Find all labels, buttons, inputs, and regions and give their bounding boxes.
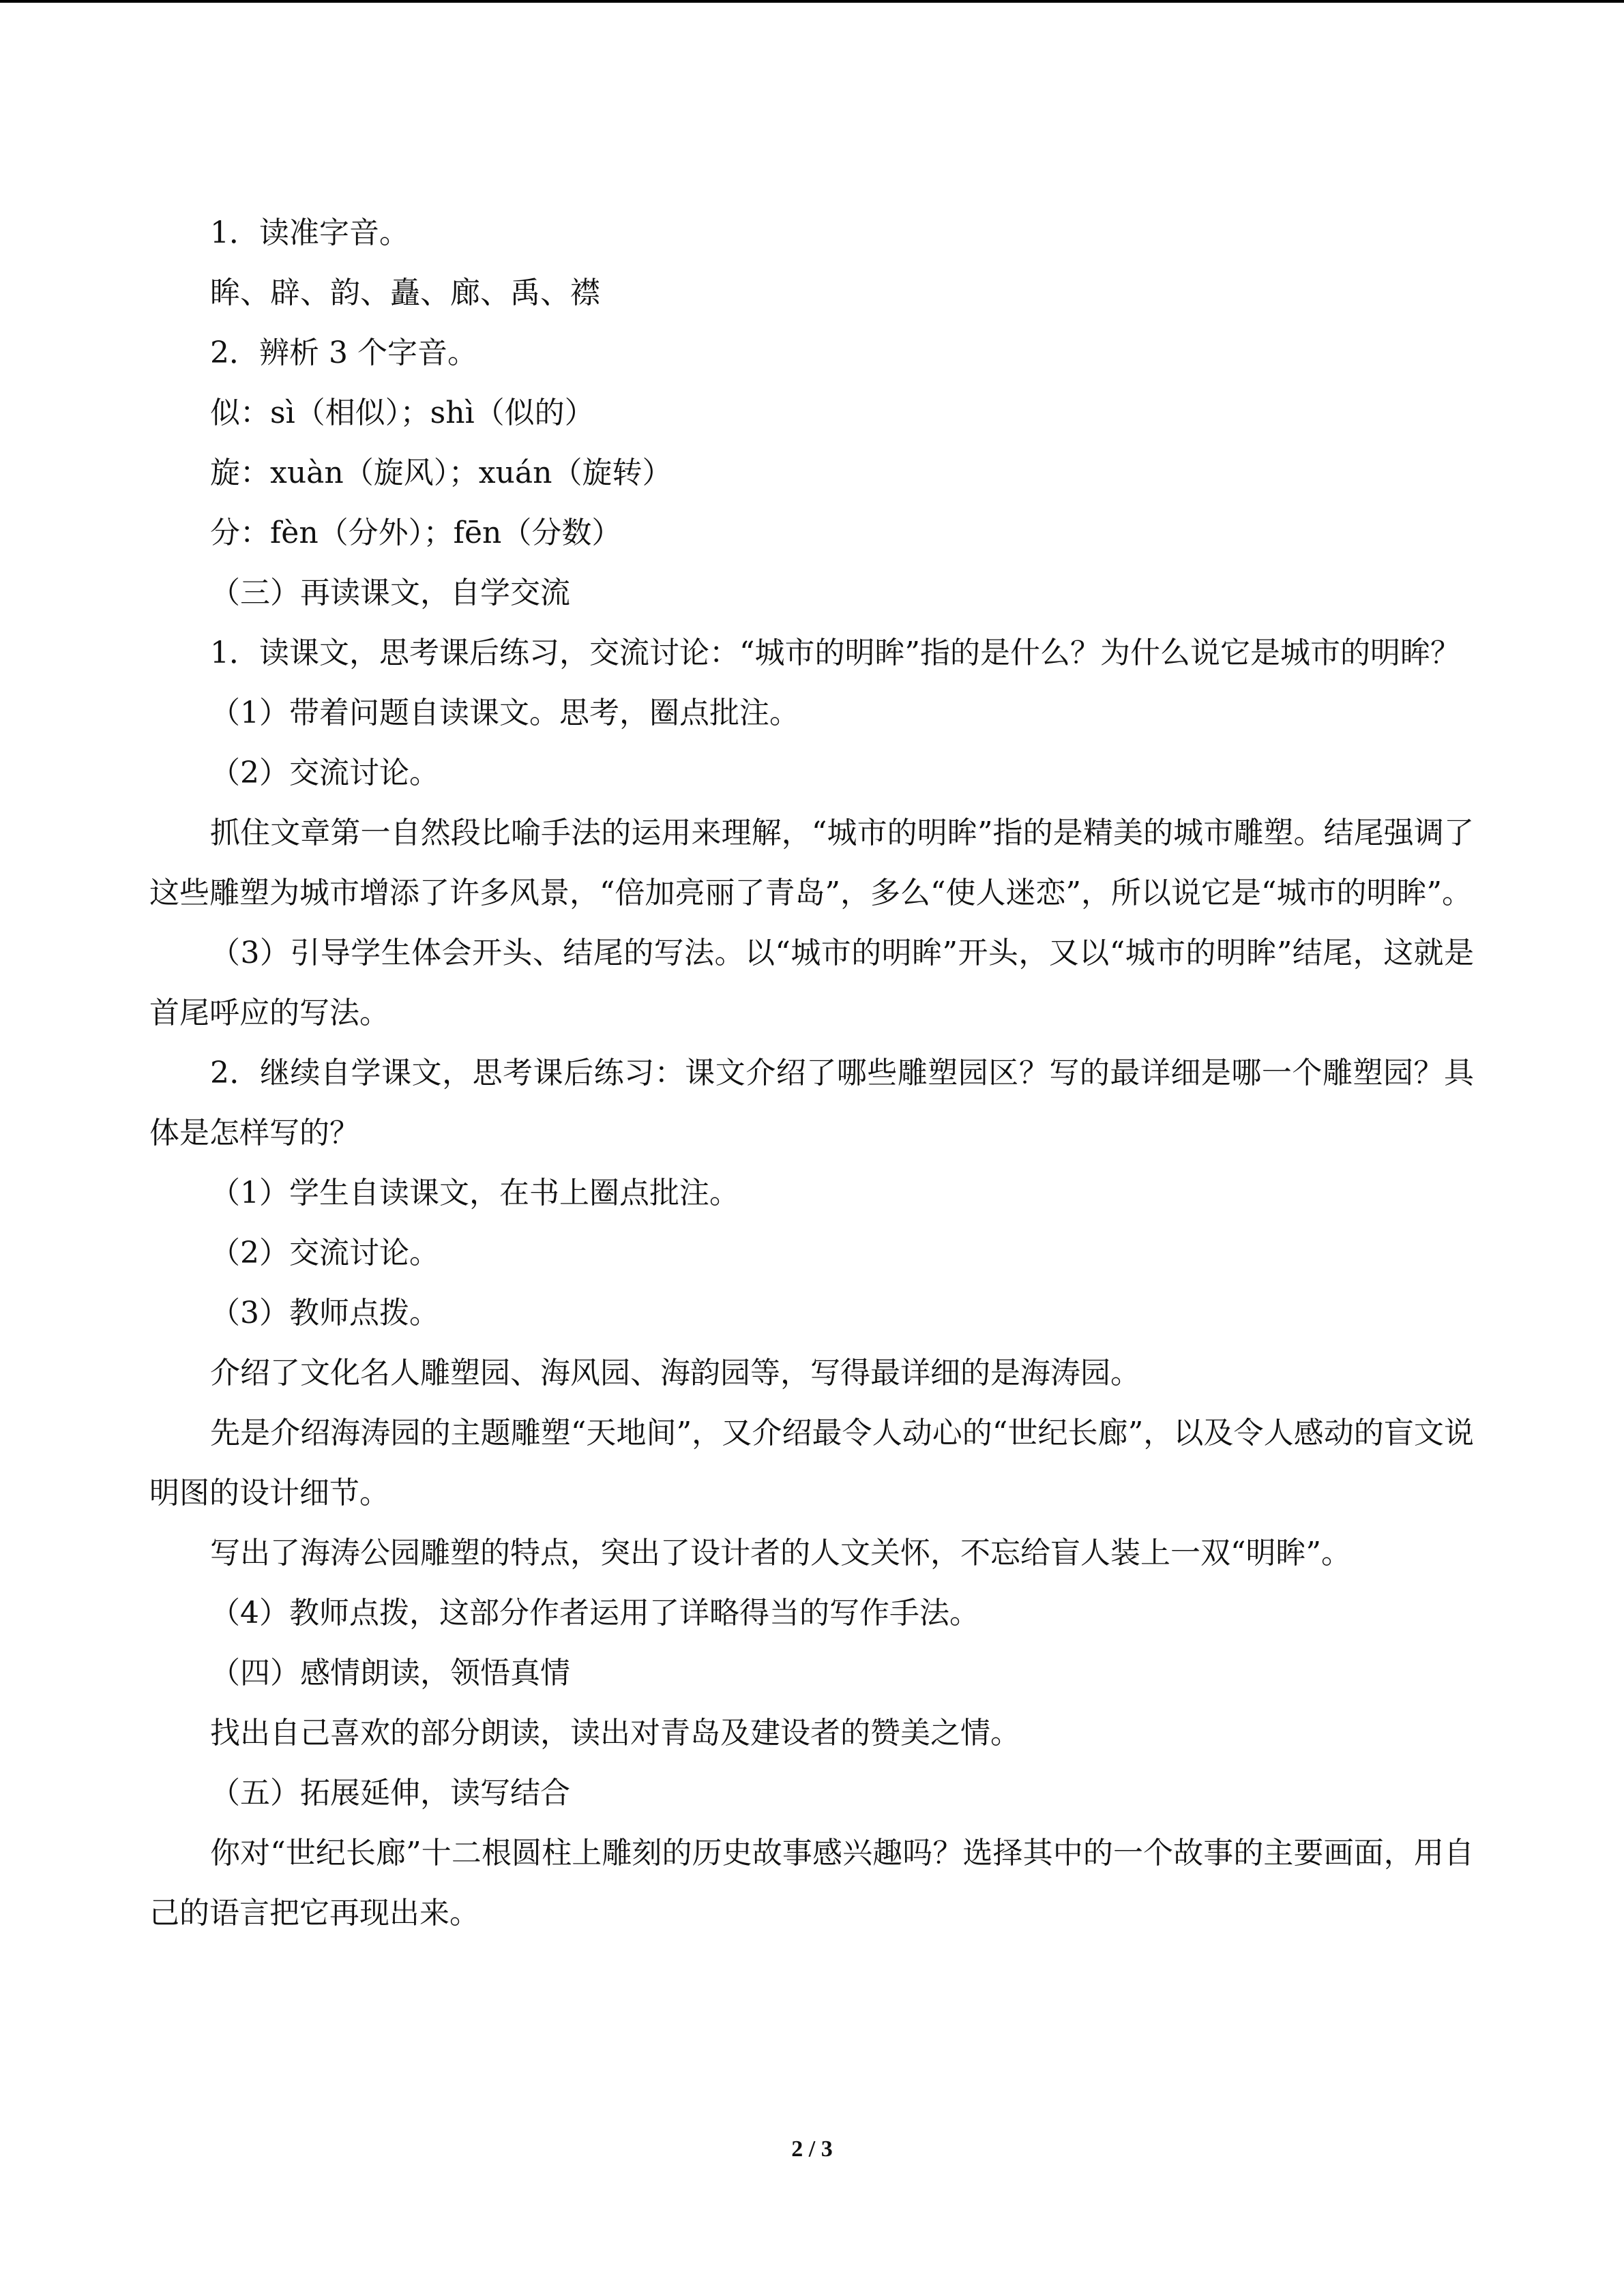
section-heading-5: （五）拓展延伸，读写结合 [210, 1776, 570, 1810]
answer-parks-line: 介绍了文化名人雕塑园、海风园、海韵园等，写得最详细的是海涛园。 [210, 1356, 1140, 1390]
step-1-annotate: （1）学生自读课文，在书上圈点批注。 [210, 1176, 739, 1210]
step-4-teacher-guidance: （4）教师点拨，这部分作者运用了详略得当的写作手法。 [210, 1596, 979, 1630]
pronunciation-item-fen: 分：fèn（分外）；fēn（分数） [210, 516, 622, 550]
page-number: 2 / 3 [791, 2136, 833, 2162]
character-list: 眸、辟、韵、矗、廊、禹、襟 [210, 275, 600, 310]
section-heading-4: （四）感情朗读，领悟真情 [210, 1656, 570, 1690]
answer-haitao-paragraph: 先是介绍海涛园的主题雕塑“天地间”，又介绍最令人动心的“世纪长廊”，以及令人感动的盲文说明图的设计细节。 [149, 1416, 1474, 1510]
pronunciation-item-si: 似：sì（相似）；shì（似的） [210, 396, 595, 430]
step-3-guide-paragraph: （3）引导学生体会开头、结尾的写法。以“城市的明眸”开头，又以“城市的明眸”结尾，这就是首尾呼应的写法。 [149, 936, 1474, 1030]
question-1-paragraph: 1．读课文，思考课后练习，交流讨论：“城市的明眸”指的是什么？为什么说它是城市的明眸？ [210, 636, 1460, 670]
step-2-discuss-again: （2）交流讨论。 [210, 1236, 439, 1270]
question-2-paragraph: 2．继续自学课文，思考课后练习：课文介绍了哪些雕塑园区？写的最详细是哪一个雕塑园？具体是怎样写的？ [149, 1056, 1474, 1150]
pronunciation-item-xuan: 旋：xuàn（旋风）；xuán（旋转） [210, 456, 673, 490]
answer-1-paragraph: 抓住文章第一自然段比喻手法的运用来理解，“城市的明眸”指的是精美的城市雕塑。结尾强调了这些雕塑为城市增添了许多风景，“倍加亮丽了青岛”，多么“使人迷恋”，所以说它是“城市的明眸”。 [149, 816, 1474, 910]
heading-distinguish-pronunciation: 2．辨析 3 个字音。 [210, 336, 477, 370]
extension-task-paragraph: 你对“世纪长廊”十二根圆柱上雕刻的历史故事感兴趣吗？选择其中的一个故事的主要画面，用自己的语言把它再现出来。 [149, 1836, 1474, 1930]
reading-task-line: 找出自己喜欢的部分朗读，读出对青岛及建设者的赞美之情。 [210, 1716, 1020, 1750]
section-heading-3: （三）再读课文，自学交流 [210, 576, 570, 610]
heading-read-pronunciation: 1．读准字音。 [210, 215, 409, 250]
document-body [149, 203, 1474, 1943]
step-1-self-read: （1）带着问题自读课文。思考，圈点批注。 [210, 696, 799, 730]
page-top-border [0, 0, 1624, 3]
step-3-teacher-guidance: （3）教师点拨。 [210, 1296, 439, 1330]
answer-features-line: 写出了海涛公园雕塑的特点，突出了设计者的人文关怀，不忘给盲人装上一双“明眸”。 [210, 1536, 1351, 1570]
step-2-discuss: （2）交流讨论。 [210, 756, 439, 790]
